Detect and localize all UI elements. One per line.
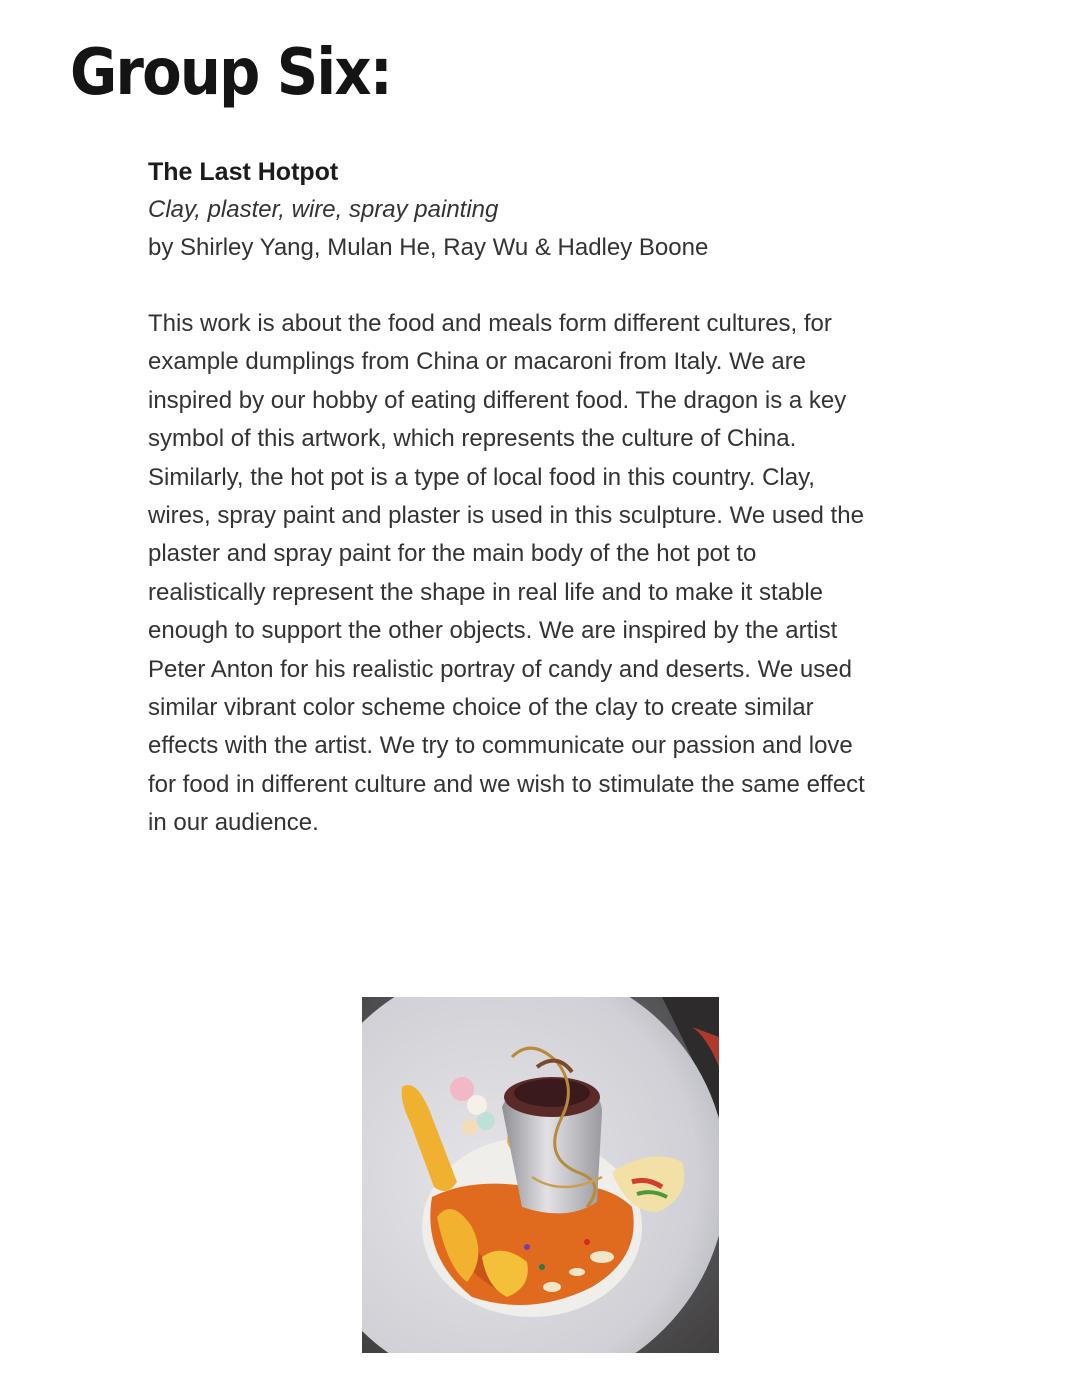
artwork-description: This work is about the food and meals form different cultures, for example dumplings from China or macaroni from Italy. We are inspired by our hobby of eating different food. The dragon is a key symbol of this artwork, which represents the culture of China. Similarly, the hot pot is a type of local food in this country. Clay, wires, spray paint and plaster is used in this sculpture. We used the plaster and spray paint for the main body of the hot pot to realistically represent the shape in real life and to make it stable enough to support the other objects. We are inspired by the artist Peter Anton for his realistic portray of candy and deserts. We used similar vibrant color scheme choice of the clay to create similar effects with the artist. We try to communicate our passion and love for food in different culture and we wish to stimulate the same effect in our audience.	[148, 310, 865, 837]
hotpot-sculpture-image	[362, 997, 719, 1353]
page-heading: Group Six:	[70, 36, 391, 110]
artwork-entry	[148, 153, 868, 843]
artwork-title: The Last Hotpot	[148, 158, 339, 186]
artwork-byline: by Shirley Yang, Mulan He, Ray Wu & Hadley Boone	[148, 234, 709, 261]
artwork-medium: Clay, plaster, wire, spray painting	[148, 196, 499, 223]
artwork-photo	[362, 997, 719, 1353]
